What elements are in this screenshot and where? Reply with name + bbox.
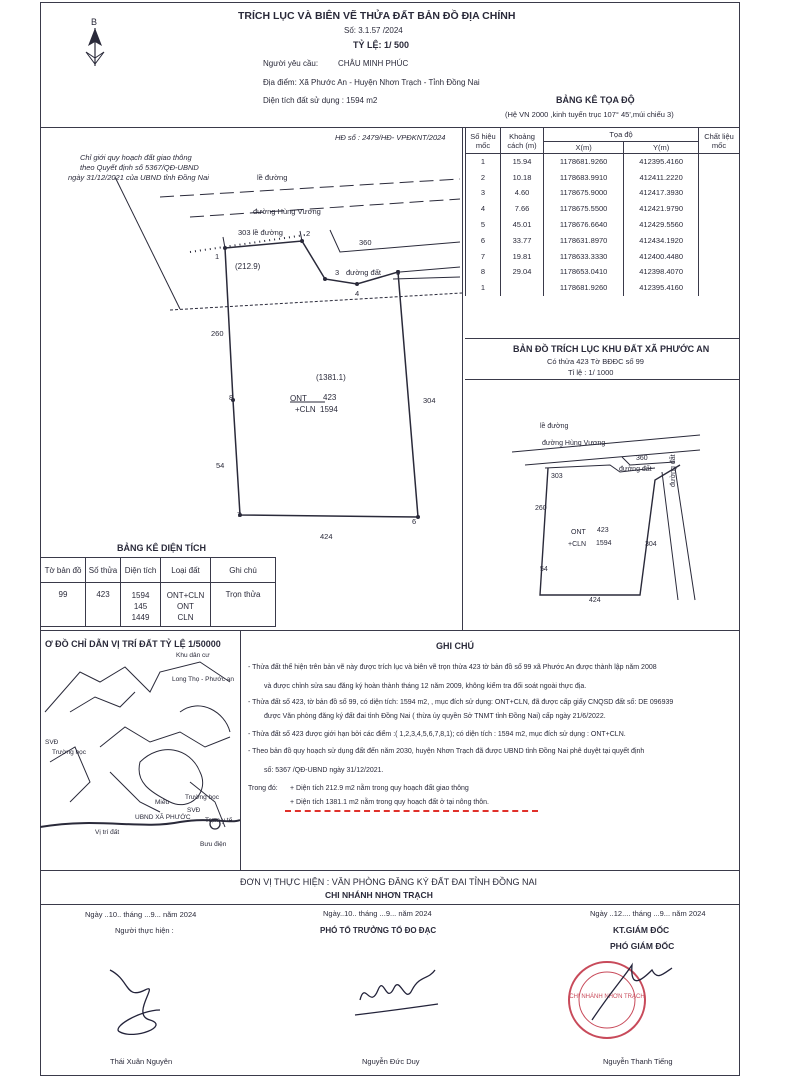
doc-number: Số: 3.1.57 /2024: [344, 26, 403, 35]
x-cell: 1178676.6640: [544, 217, 624, 233]
area-value: 1594: [131, 591, 150, 600]
kd-260: 260: [535, 505, 547, 512]
distance-cell: 19.81: [501, 248, 544, 264]
note-line: - Thửa đất số 423 được giới hạn bởi các điểm :( 1,2,3,4,5,6,7,8,1); có diện tích : 1594 m2, mục đích sử dụng : ONT+CLN.: [248, 731, 626, 738]
road-name-label: đường Hùng Vương: [253, 207, 321, 216]
kd-cln: +CLN: [568, 541, 587, 548]
sig3-role2: PHÓ GIÁM ĐỐC: [610, 941, 675, 951]
area-col-header: Loại đất: [161, 558, 211, 583]
area-plan: (212.9): [235, 262, 261, 271]
distance-cell: 10.18: [501, 169, 544, 185]
sig3-role1: KT.GIÁM ĐỐC: [613, 925, 670, 935]
y-cell: 412434.1920: [624, 232, 699, 248]
coord-row: [466, 248, 740, 264]
coord-row: [466, 264, 740, 280]
kd-360: 360: [636, 455, 648, 462]
note-sub: + Diện tích 1381.1 m2 nằm trong quy hoạch đất ở tại nông thôn.: [290, 799, 489, 806]
point-label: 6: [412, 517, 417, 526]
parcel-360: 360: [359, 238, 372, 247]
khu-dat-sub2: Tỉ lệ : 1/ 1000: [568, 368, 614, 377]
file-number: HĐ số : 2479/HĐ- VPĐKNT/2024: [335, 133, 446, 142]
x-cell: 1178681.9260: [544, 280, 624, 296]
sig2-date: Ngày..10.. tháng ...9... năm 2024: [323, 909, 432, 918]
col-header: X(m): [544, 142, 624, 154]
neighbor-424: 424: [320, 532, 333, 541]
kd-424: 424: [589, 597, 601, 604]
material-cell: [699, 201, 740, 217]
area-col-header: Số thửa: [86, 558, 121, 583]
x-cell: 1178681.9260: [544, 154, 624, 170]
coord-row: [466, 185, 740, 201]
material-cell: [699, 280, 740, 296]
parcel-map: [40, 127, 463, 557]
area-table: [40, 557, 276, 627]
kd-road-edge: lề đường: [540, 423, 569, 430]
note-line: - Theo bản đồ quy hoạch sử dụng đất đến năm 2030, huyện Nhơn Trạch đã được UBND tỉnh Đồng Nai phê duyệt tại quyết định: [248, 748, 645, 755]
signature-1: [90, 960, 180, 1050]
sig1-date: Ngày ..10.. tháng ...9... năm 2024: [85, 910, 197, 919]
doc-scale: TỶ LỆ: 1/ 500: [353, 40, 410, 50]
plan-note-line: ngày 31/12/2021 của UBND tỉnh Đồng Nai: [68, 173, 209, 182]
material-cell: [699, 264, 740, 280]
divider: [240, 630, 241, 870]
point-label: 3: [335, 268, 340, 277]
curb-label: 303 lề đường: [238, 228, 283, 237]
kd-304: 304: [645, 541, 657, 548]
area-col-header: Diện tích: [121, 558, 161, 583]
y-cell: 412411.2220: [624, 169, 699, 185]
loc-label: UBND XÃ PHƯỚC: [135, 814, 191, 821]
sig1-name: Thái Xuân Nguyên: [110, 1057, 173, 1066]
col-header: Số hiệu mốc: [466, 128, 501, 154]
point-label: 7: [237, 510, 242, 519]
point-label: 1: [215, 252, 220, 261]
point-cell: 7: [466, 248, 501, 264]
coord-row: [466, 280, 740, 296]
kd-dirt: đường đất: [619, 466, 652, 473]
loc-label: SVĐ: [187, 807, 201, 814]
red-stamp-icon: [569, 962, 645, 1038]
coord-table-title: BẢNG KÊ TỌA ĐỘ: [556, 95, 635, 105]
land-type-value: CLN: [177, 613, 194, 622]
note-line: được Văn phòng đăng ký đất đai tỉnh Đồng Nai ( thừa ủy quyền Sở TNMT tỉnh Đồng Nai) cấp ngày 21/6/2022.: [264, 713, 606, 720]
distance-cell: [501, 280, 544, 296]
x-cell: 1178653.0410: [544, 264, 624, 280]
y-cell: 412395.4160: [624, 154, 699, 170]
area-table-title: BẢNG KÊ DIỆN TÍCH: [117, 543, 207, 553]
col-header: Chất liệu mốc: [699, 128, 740, 154]
plus-cln: +CLN: [295, 405, 316, 414]
area-value: 145: [133, 602, 148, 611]
area-col-header: Tờ bản đồ: [41, 558, 86, 583]
area-col-header: Ghi chú: [211, 558, 276, 583]
north-label: B: [91, 17, 98, 27]
y-cell: 412395.4160: [624, 280, 699, 296]
x-cell: 1178631.8970: [544, 232, 624, 248]
point-cell: 6: [466, 232, 501, 248]
area-rest: (1381.1): [316, 373, 346, 382]
col-header: Tọa độ: [544, 128, 699, 142]
y-cell: 412429.5560: [624, 217, 699, 233]
divider: [40, 630, 740, 631]
stamp-text: CHI NHÁNH NHƠN TRẠCH: [569, 994, 645, 1000]
kd-ont: ONT: [571, 529, 586, 536]
distance-cell: 29.04: [501, 264, 544, 280]
plan-note-line: theo Quyết định số 5367/QĐ-UBND: [80, 163, 199, 172]
area-sheet: 99: [41, 583, 86, 627]
coord-row: [466, 232, 740, 248]
material-cell: [699, 248, 740, 264]
loc-label: Long Thọ - Phước an: [172, 676, 234, 683]
point-cell: 3: [466, 185, 501, 201]
material-cell: [699, 169, 740, 185]
point-cell: 1: [466, 154, 501, 170]
point-cell: 5: [466, 217, 501, 233]
parcel-area: 1594: [320, 405, 338, 414]
loc-label: Vị trí đất: [95, 829, 120, 836]
divider: [465, 338, 740, 339]
land-type-value: ONT: [177, 602, 194, 611]
coord-table: [465, 127, 740, 296]
note-line: - Thửa đất thể hiện trên bản vẽ này được trích lục và biên vẽ trọn thửa 423 tờ bản đồ số 99 xã Phước An được thành lập năm 2008: [248, 664, 657, 671]
sig3-date: Ngày ..12.... tháng ...9... năm 2024: [590, 909, 706, 918]
dirt-road-label: đường đất: [346, 268, 381, 277]
neighbor-54: 54: [216, 461, 225, 470]
coord-table-subtitle: (Hệ VN 2000 ,kinh tuyến trục 107° 45',múi chiếu 3): [505, 110, 674, 119]
sig3-name: Nguyễn Thanh Tiếng: [603, 1057, 673, 1066]
distance-cell: 33.77: [501, 232, 544, 248]
loc-label: Khu dân cư: [176, 652, 210, 659]
distance-cell: 4.60: [501, 185, 544, 201]
point-cell: 1: [466, 280, 501, 296]
highlight-underline: [285, 810, 538, 812]
land-type-value: ONT+CLN: [166, 591, 205, 600]
y-cell: 412421.9790: [624, 201, 699, 217]
kd-423: 423: [597, 527, 609, 534]
note-line: số: 5367 /QĐ-UBND ngày 31/12/2021.: [264, 767, 384, 774]
divider: [40, 904, 740, 905]
loc-label: Trường học: [185, 794, 220, 801]
material-cell: [699, 154, 740, 170]
col-header: Y(m): [624, 142, 699, 154]
north-arrow-icon: [80, 16, 110, 68]
coord-row: [466, 201, 740, 217]
distance-cell: 15.94: [501, 154, 544, 170]
point-cell: 8: [466, 264, 501, 280]
signature-2: [350, 960, 440, 1040]
note-trong-do: Trong đó:: [248, 785, 278, 792]
kd-1594: 1594: [596, 540, 612, 547]
area-parcel: 423: [86, 583, 121, 627]
sig1-role: Người thực hiện :: [115, 926, 174, 935]
note-line: - Thửa đất số 423, tờ bản đồ số 99, có diện tích: 1594 m2, , mục đích sử dụng: ONT+CLN, đã được cấp giấy CNQSD đất số: DE 096939: [248, 699, 674, 706]
notes-title: GHI CHÚ: [436, 641, 474, 651]
divider: [465, 379, 740, 380]
kd-54: 54: [540, 566, 548, 573]
point-label: 4: [355, 289, 360, 298]
exec-unit: ĐƠN VỊ THỰC HIỆN : VĂN PHÒNG ĐĂNG KÝ ĐẤT ĐAI TỈNH ĐỒNG NAI: [240, 877, 537, 887]
x-cell: 1178675.5500: [544, 201, 624, 217]
loc-label: Trạm y tế: [205, 817, 233, 824]
neighbor-260: 260: [211, 329, 224, 338]
point-label: 8: [229, 393, 234, 402]
loc-label: Trường học: [52, 749, 87, 756]
kd-road-name: đường Hùng Vương: [542, 440, 606, 447]
point-label: 5: [396, 268, 401, 277]
area-note: Trọn thửa: [211, 583, 276, 627]
note-sub: + Diện tích 212.9 m2 nằm trong quy hoạch đất giao thông: [290, 785, 469, 792]
point-label: 2: [306, 229, 311, 238]
x-cell: 1178683.9910: [544, 169, 624, 185]
parcel-number: 423: [323, 393, 337, 402]
road-edge-label: lề đường: [257, 173, 288, 182]
kd-dirt-vertical: đường đất: [670, 454, 677, 487]
y-cell: 412400.4480: [624, 248, 699, 264]
branch: CHI NHÁNH NHƠN TRẠCH: [325, 890, 433, 900]
material-cell: [699, 217, 740, 233]
distance-cell: 45.01: [501, 217, 544, 233]
area-value: 1449: [131, 613, 150, 622]
point-cell: 2: [466, 169, 501, 185]
kd-303: 303: [551, 473, 563, 480]
loc-label: Bưu điện: [200, 841, 227, 848]
khu-dat-title: BẢN ĐỒ TRÍCH LỤC KHU ĐẤT XÃ PHƯỚC AN: [513, 344, 710, 354]
land-type: ONT: [290, 394, 307, 403]
point-cell: 4: [466, 201, 501, 217]
material-cell: [699, 185, 740, 201]
distance-cell: 7.66: [501, 201, 544, 217]
coord-row: [466, 217, 740, 233]
sig2-role: PHÓ TỔ TRƯỞNG TỔ ĐO ĐẠC: [320, 926, 437, 935]
location-map-title: Ơ ĐỒ CHỈ DẪN VỊ TRÍ ĐẤT TỶ LỆ 1/50000: [45, 639, 221, 649]
material-cell: [699, 232, 740, 248]
col-header: Khoảng cách (m): [501, 128, 544, 154]
plan-note-line: Chỉ giới quy hoạch đất giao thông: [80, 153, 192, 162]
stamp-and-signature: [562, 950, 682, 1050]
coord-row: [466, 169, 740, 185]
doc-title: TRÍCH LỤC VÀ BIÊN VẼ THỬA ĐẤT BẢN ĐỒ ĐỊA CHÍNH: [238, 10, 516, 22]
x-cell: 1178675.9000: [544, 185, 624, 201]
x-cell: 1178633.3330: [544, 248, 624, 264]
divider: [40, 870, 740, 871]
requester-name: CHÂU MINH PHÚC: [338, 59, 409, 68]
location-text: Địa điểm: Xã Phước An - Huyện Nhơn Trạch - Tỉnh Đồng Nai: [263, 78, 480, 87]
area-text: Diện tích đất sử dụng : 1594 m2: [263, 96, 378, 105]
loc-label: SVĐ: [45, 739, 59, 746]
khu-dat-sub1: Có thửa 423 Tờ BĐĐC số 99: [547, 357, 644, 366]
sig2-name: Nguyễn Đức Duy: [362, 1057, 420, 1066]
y-cell: 412417.3930: [624, 185, 699, 201]
coord-row: [466, 154, 740, 170]
requester-label: Người yêu cầu:: [263, 59, 319, 68]
note-line: và được chỉnh sửa sau đăng ký hoàn thành tháng 12 năm 2009, không kiểm tra đối soát ngoài thực địa.: [264, 683, 587, 690]
y-cell: 412398.4070: [624, 264, 699, 280]
loc-label: Miếu: [155, 799, 170, 806]
neighbor-304: 304: [423, 396, 436, 405]
